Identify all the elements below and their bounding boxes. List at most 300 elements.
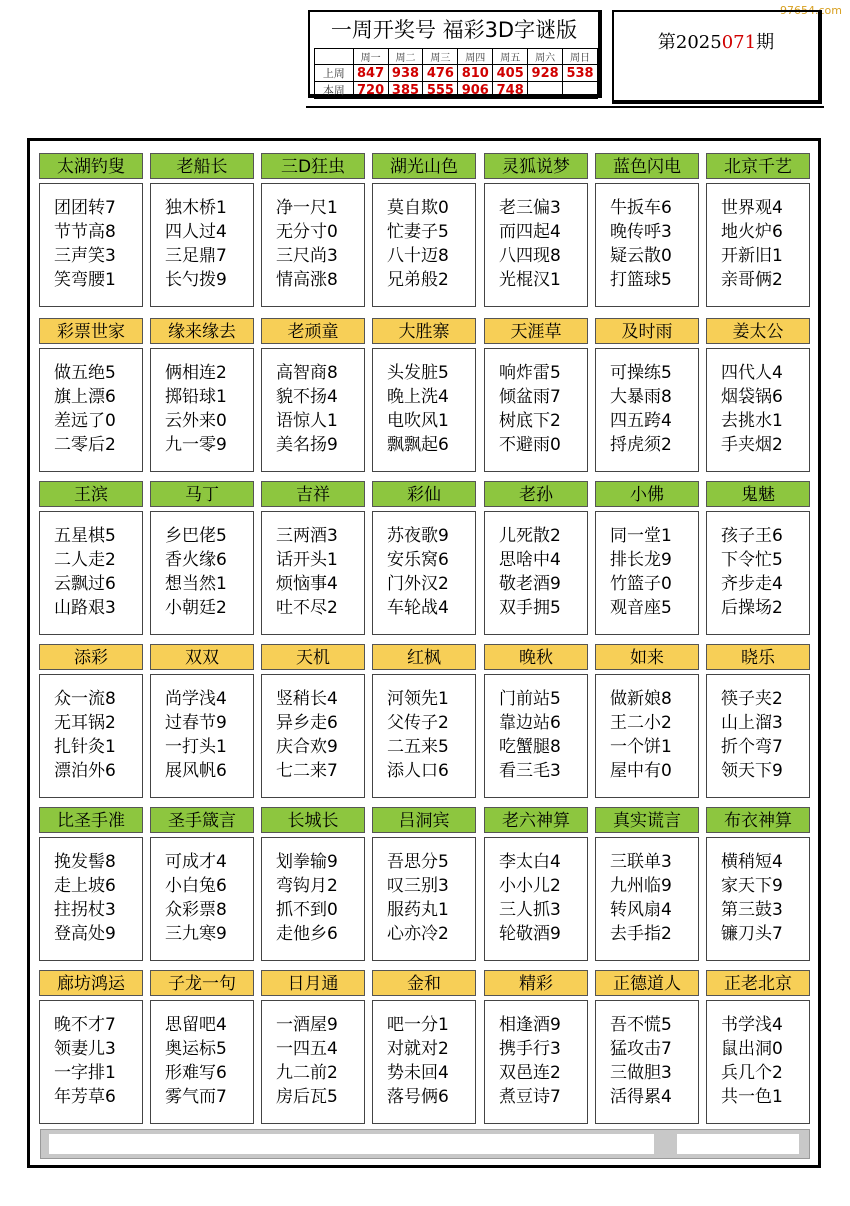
riddle-author: 蓝色闪电 — [595, 153, 699, 179]
riddle-line: 一打头1 — [165, 737, 227, 757]
riddle-card — [372, 153, 476, 307]
riddle-line: 二五来5 — [387, 737, 449, 757]
riddle-card — [39, 970, 143, 1124]
riddle-author: 大胜寨 — [372, 318, 476, 344]
day-header: 周日 — [563, 49, 598, 65]
riddle-line: 牛扳车6 — [610, 198, 672, 218]
riddle-line: 折个弯7 — [721, 737, 783, 757]
riddle-line: 烟袋锅6 — [721, 387, 783, 407]
riddle-line: 王二小2 — [610, 713, 672, 733]
riddle-author: 灵狐说梦 — [484, 153, 588, 179]
day-header: 周四 — [458, 49, 493, 65]
riddle-line: 煮豆诗7 — [499, 1087, 561, 1107]
riddle-line: 横稍短4 — [721, 852, 783, 872]
riddle-line: 鼠出洞0 — [721, 1039, 783, 1059]
riddle-line: 思啥中4 — [499, 550, 561, 570]
riddle-author: 晓乐 — [706, 644, 810, 670]
riddle-line: 兵几个2 — [721, 1063, 783, 1083]
riddle-line: 异乡走6 — [276, 713, 338, 733]
row-label: 上周 — [315, 65, 354, 82]
riddle-card — [484, 481, 588, 635]
riddle-line: 八四现8 — [499, 246, 561, 266]
riddle-line: 小朝廷2 — [165, 598, 227, 618]
riddle-line: 尚学浅4 — [165, 689, 227, 709]
riddle-line: 五星棋5 — [54, 526, 116, 546]
riddle-line: 相逢酒9 — [499, 1015, 561, 1035]
riddle-author: 天机 — [261, 644, 365, 670]
riddle-line: 树底下2 — [499, 411, 561, 431]
riddle-body — [261, 511, 365, 635]
riddle-body — [372, 674, 476, 798]
riddle-line: 三尺尚3 — [276, 246, 338, 266]
riddle-author: 添彩 — [39, 644, 143, 670]
day-header: 周二 — [388, 49, 423, 65]
riddle-line: 亲哥俩2 — [721, 270, 783, 290]
riddle-line: 门外汉2 — [387, 574, 449, 594]
riddle-line: 俩相连2 — [165, 363, 227, 383]
riddle-line: 走上坡6 — [54, 876, 116, 896]
riddle-line: 敬老酒9 — [499, 574, 561, 594]
riddle-line: 登高处9 — [54, 924, 116, 944]
draw-number: 928 — [528, 65, 563, 82]
riddle-line: 做新娘8 — [610, 689, 672, 709]
riddle-body — [706, 837, 810, 961]
riddle-body — [39, 348, 143, 472]
riddle-card — [261, 644, 365, 798]
riddle-line: 儿死散2 — [499, 526, 561, 546]
riddle-body — [706, 348, 810, 472]
riddle-body — [261, 837, 365, 961]
riddle-line: 同一堂1 — [610, 526, 672, 546]
riddle-line: 四代人4 — [721, 363, 783, 383]
riddle-author: 王滨 — [39, 481, 143, 507]
riddle-line: 河领先1 — [387, 689, 449, 709]
riddle-body — [261, 1000, 365, 1124]
riddle-line: 吧一分1 — [387, 1015, 449, 1035]
riddle-line: 差远了0 — [54, 411, 116, 431]
riddle-line: 忙妻子5 — [387, 222, 449, 242]
riddle-line: 吾不慌5 — [610, 1015, 672, 1035]
riddle-card — [150, 807, 254, 961]
riddle-author: 廊坊鸿运 — [39, 970, 143, 996]
riddle-body — [372, 837, 476, 961]
riddle-line: 一字排1 — [54, 1063, 116, 1083]
riddle-line: 看三毛3 — [499, 761, 561, 781]
riddle-line: 三联单3 — [610, 852, 672, 872]
riddle-author: 老孙 — [484, 481, 588, 507]
riddle-line: 四人过4 — [165, 222, 227, 242]
riddle-line: 车轮战4 — [387, 598, 449, 618]
riddle-line: 众彩票8 — [165, 900, 227, 920]
riddle-card — [706, 970, 810, 1124]
riddle-line: 转风扇4 — [610, 900, 672, 920]
riddle-line: 独木桥1 — [165, 198, 227, 218]
riddle-body — [372, 348, 476, 472]
riddle-author: 老顽童 — [261, 318, 365, 344]
riddle-body — [150, 1000, 254, 1124]
riddle-author: 双双 — [150, 644, 254, 670]
riddle-line: 而四起4 — [499, 222, 561, 242]
draw-number: 476 — [423, 65, 458, 82]
riddle-body — [150, 183, 254, 307]
riddle-line: 净一尺1 — [276, 198, 338, 218]
riddle-line: 领天下9 — [721, 761, 783, 781]
riddle-line: 掷铅球1 — [165, 387, 227, 407]
riddle-card — [372, 970, 476, 1124]
table-header-row — [315, 49, 598, 65]
riddle-author: 老六神算 — [484, 807, 588, 833]
riddle-line: 齐步走4 — [721, 574, 783, 594]
riddle-body — [595, 1000, 699, 1124]
riddle-card — [372, 481, 476, 635]
riddle-author: 鬼魅 — [706, 481, 810, 507]
riddle-author: 布衣神算 — [706, 807, 810, 833]
riddle-author: 精彩 — [484, 970, 588, 996]
riddle-line: 语惊人1 — [276, 411, 338, 431]
riddle-line: 可操练5 — [610, 363, 672, 383]
issue-number: 071 — [721, 32, 757, 53]
riddle-author: 长城长 — [261, 807, 365, 833]
riddle-line: 云飘过6 — [54, 574, 116, 594]
riddle-line: 疑云散0 — [610, 246, 672, 266]
riddle-line: 美名扬9 — [276, 435, 338, 455]
riddle-body — [39, 511, 143, 635]
riddle-body — [261, 674, 365, 798]
issue-prefix: 第2025 — [657, 32, 722, 53]
riddle-line: 貌不扬4 — [276, 387, 338, 407]
riddle-card — [261, 153, 365, 307]
riddle-card — [706, 644, 810, 798]
riddle-line: 开新旧1 — [721, 246, 783, 266]
riddle-line: 香火缘6 — [165, 550, 227, 570]
riddle-author: 吕洞宾 — [372, 807, 476, 833]
draw-number: 538 — [563, 65, 598, 82]
riddle-author: 北京千艺 — [706, 153, 810, 179]
riddle-author: 正老北京 — [706, 970, 810, 996]
riddle-line: 拄拐杖3 — [54, 900, 116, 920]
riddle-line: 双邑连2 — [499, 1063, 561, 1083]
draw-number: 555 — [423, 82, 458, 99]
riddle-line: 父传子2 — [387, 713, 449, 733]
riddle-line: 弯钩月2 — [276, 876, 338, 896]
page-title: 一周开奖号 福彩3D字谜版 — [330, 18, 578, 42]
riddle-line: 扎针灸1 — [54, 737, 116, 757]
riddle-line: 头发脏5 — [387, 363, 449, 383]
riddle-card — [150, 481, 254, 635]
riddle-line: 吃蟹腿8 — [499, 737, 561, 757]
riddle-line: 手夹烟2 — [721, 435, 783, 455]
riddle-line: 兄弟般2 — [387, 270, 449, 290]
riddle-line: 七二来7 — [276, 761, 338, 781]
riddle-line: 三人抓3 — [499, 900, 561, 920]
riddle-line: 一个饼1 — [610, 737, 672, 757]
riddle-body — [595, 837, 699, 961]
riddle-line: 三做胆3 — [610, 1063, 672, 1083]
riddle-line: 庆合欢9 — [276, 737, 338, 757]
table-row — [315, 65, 598, 82]
riddle-line: 众一流8 — [54, 689, 116, 709]
riddle-card — [706, 481, 810, 635]
riddle-line: 靠边站6 — [499, 713, 561, 733]
riddle-line: 下令忙5 — [721, 550, 783, 570]
riddle-line: 去挑水1 — [721, 411, 783, 431]
riddle-line: 心亦冷2 — [387, 924, 449, 944]
riddle-body — [595, 511, 699, 635]
riddle-line: 云外来0 — [165, 411, 227, 431]
riddle-line: 抓不到0 — [276, 900, 338, 920]
riddle-line: 三九寒9 — [165, 924, 227, 944]
riddle-author: 子龙一句 — [150, 970, 254, 996]
riddle-line: 轮敬酒9 — [499, 924, 561, 944]
riddle-line: 晚上洗4 — [387, 387, 449, 407]
riddle-line: 李太白4 — [499, 852, 561, 872]
riddle-line: 携手行3 — [499, 1039, 561, 1059]
riddle-line: 后操场2 — [721, 598, 783, 618]
riddle-line: 猛攻击7 — [610, 1039, 672, 1059]
riddle-author: 吉祥 — [261, 481, 365, 507]
riddle-line: 划拳输9 — [276, 852, 338, 872]
riddle-author: 天涯草 — [484, 318, 588, 344]
draw-number: 748 — [493, 82, 528, 99]
riddle-line: 九二前2 — [276, 1063, 338, 1083]
riddle-line: 节节高8 — [54, 222, 116, 242]
riddle-line: 门前站5 — [499, 689, 561, 709]
riddle-line: 安乐窝6 — [387, 550, 449, 570]
riddle-body — [484, 837, 588, 961]
riddle-card — [39, 481, 143, 635]
riddle-line: 做五绝5 — [54, 363, 116, 383]
riddle-card — [261, 481, 365, 635]
riddle-author: 日月通 — [261, 970, 365, 996]
riddle-line: 一四五4 — [276, 1039, 338, 1059]
riddle-body — [484, 511, 588, 635]
riddle-card — [39, 807, 143, 961]
riddle-line: 吾思分5 — [387, 852, 449, 872]
riddle-line: 三足鼎7 — [165, 246, 227, 266]
riddle-line: 二人走2 — [54, 550, 116, 570]
riddle-card — [595, 807, 699, 961]
riddle-body — [372, 511, 476, 635]
issue-panel — [612, 10, 822, 104]
riddle-card — [372, 318, 476, 472]
riddle-line: 倾盆雨7 — [499, 387, 561, 407]
riddle-line: 竹篮子0 — [610, 574, 672, 594]
riddle-line: 对就对2 — [387, 1039, 449, 1059]
riddle-line: 乡巴佬5 — [165, 526, 227, 546]
riddle-line: 长勺拨9 — [165, 270, 227, 290]
riddle-line: 书学浅4 — [721, 1015, 783, 1035]
riddle-body — [595, 674, 699, 798]
row-label: 本周 — [315, 82, 354, 99]
riddle-line: 势未回4 — [387, 1063, 449, 1083]
riddle-line: 一酒屋9 — [276, 1015, 338, 1035]
riddle-line: 电吹风1 — [387, 411, 449, 431]
riddle-line: 屋中有0 — [610, 761, 672, 781]
riddle-line: 光棍汉1 — [499, 270, 561, 290]
riddle-line: 挽发髻8 — [54, 852, 116, 872]
draw-number — [563, 82, 598, 99]
riddle-body — [484, 674, 588, 798]
site-watermark: 97654.com — [780, 4, 842, 17]
riddle-author: 三D狂虫 — [261, 153, 365, 179]
riddle-line: 捋虎须2 — [610, 435, 672, 455]
riddle-card — [706, 318, 810, 472]
riddle-line: 飘飘起6 — [387, 435, 449, 455]
riddle-author: 如来 — [595, 644, 699, 670]
day-header: 周三 — [423, 49, 458, 65]
riddle-card — [484, 807, 588, 961]
riddle-body — [39, 183, 143, 307]
riddle-card — [706, 153, 810, 307]
riddle-line: 三两酒3 — [276, 526, 338, 546]
riddle-card — [484, 644, 588, 798]
riddle-line: 老三偏3 — [499, 198, 561, 218]
riddle-body — [484, 183, 588, 307]
riddle-body — [706, 511, 810, 635]
draw-number: 405 — [493, 65, 528, 82]
footer-blank-box — [49, 1134, 654, 1154]
draw-number: 906 — [458, 82, 493, 99]
riddle-line: 去手指2 — [610, 924, 672, 944]
weekly-draw-panel — [308, 10, 602, 98]
riddle-card — [150, 318, 254, 472]
riddle-card — [261, 807, 365, 961]
riddle-line: 可成才4 — [165, 852, 227, 872]
riddle-line: 叹三别3 — [387, 876, 449, 896]
header-divider — [306, 106, 824, 108]
riddle-card — [595, 481, 699, 635]
riddle-author: 真实谎言 — [595, 807, 699, 833]
riddle-body — [595, 348, 699, 472]
riddle-line: 晚传呼3 — [610, 222, 672, 242]
riddle-line: 共一色1 — [721, 1087, 783, 1107]
riddle-line: 不避雨0 — [499, 435, 561, 455]
riddle-card — [595, 153, 699, 307]
draw-number — [528, 82, 563, 99]
riddle-card — [150, 970, 254, 1124]
riddle-line: 九一零9 — [165, 435, 227, 455]
riddle-line: 大暴雨8 — [610, 387, 672, 407]
riddle-line: 家天下9 — [721, 876, 783, 896]
riddle-line: 地火炉6 — [721, 222, 783, 242]
riddle-body — [372, 1000, 476, 1124]
riddle-author: 太湖钓叟 — [39, 153, 143, 179]
riddle-line: 晚不才7 — [54, 1015, 116, 1035]
riddle-author: 马丁 — [150, 481, 254, 507]
riddle-card — [595, 644, 699, 798]
riddle-card — [39, 318, 143, 472]
riddle-grid — [27, 138, 821, 1168]
riddle-card — [261, 318, 365, 472]
riddle-line: 旗上漂6 — [54, 387, 116, 407]
riddle-author: 小佛 — [595, 481, 699, 507]
riddle-body — [150, 348, 254, 472]
riddle-author: 彩仙 — [372, 481, 476, 507]
riddle-line: 镰刀头7 — [721, 924, 783, 944]
riddle-line: 雾气而7 — [165, 1087, 227, 1107]
riddle-body — [150, 511, 254, 635]
riddle-card — [484, 153, 588, 307]
riddle-line: 小小儿2 — [499, 876, 561, 896]
riddle-body — [706, 674, 810, 798]
riddle-line: 世界观4 — [721, 198, 783, 218]
riddle-line: 话开头1 — [276, 550, 338, 570]
riddle-card — [150, 644, 254, 798]
riddle-card — [150, 153, 254, 307]
riddle-line: 思留吧4 — [165, 1015, 227, 1035]
riddle-line: 活得累4 — [610, 1087, 672, 1107]
riddle-line: 房后瓦5 — [276, 1087, 338, 1107]
riddle-line: 走他乡6 — [276, 924, 338, 944]
riddle-card — [372, 644, 476, 798]
riddle-body — [39, 674, 143, 798]
footer-bar — [40, 1129, 810, 1159]
issue-label — [614, 28, 818, 54]
riddle-author: 及时雨 — [595, 318, 699, 344]
riddle-line: 孩子王6 — [721, 526, 783, 546]
riddle-line: 服药丸1 — [387, 900, 449, 920]
footer-blank-box — [677, 1134, 799, 1154]
riddle-body — [484, 348, 588, 472]
riddle-card — [39, 153, 143, 307]
riddle-line: 吐不尽2 — [276, 598, 338, 618]
riddle-card — [595, 318, 699, 472]
riddle-line: 竖稍长4 — [276, 689, 338, 709]
riddle-body — [706, 1000, 810, 1124]
riddle-line: 响炸雷5 — [499, 363, 561, 383]
issue-suffix: 期 — [756, 32, 775, 53]
riddle-body — [150, 674, 254, 798]
draw-number: 810 — [458, 65, 493, 82]
riddle-body — [150, 837, 254, 961]
riddle-body — [261, 183, 365, 307]
riddle-line: 团团转7 — [54, 198, 116, 218]
draw-number: 847 — [353, 65, 388, 82]
riddle-line: 山上溜3 — [721, 713, 783, 733]
riddle-body — [261, 348, 365, 472]
table-row — [315, 82, 598, 99]
riddle-author: 老船长 — [150, 153, 254, 179]
riddle-line: 无分寸0 — [276, 222, 338, 242]
riddle-author: 金和 — [372, 970, 476, 996]
day-header: 周五 — [493, 49, 528, 65]
riddle-author: 圣手箴言 — [150, 807, 254, 833]
day-header: 周六 — [528, 49, 563, 65]
riddle-card — [484, 970, 588, 1124]
riddle-author: 晚秋 — [484, 644, 588, 670]
riddle-card — [372, 807, 476, 961]
riddle-author: 比圣手准 — [39, 807, 143, 833]
riddle-line: 领妻儿3 — [54, 1039, 116, 1059]
riddle-line: 筷子夹2 — [721, 689, 783, 709]
riddle-line: 添人口6 — [387, 761, 449, 781]
riddle-line: 八十迈8 — [387, 246, 449, 266]
riddle-line: 落号俩6 — [387, 1087, 449, 1107]
riddle-card — [484, 318, 588, 472]
riddle-line: 无耳锅2 — [54, 713, 116, 733]
riddle-line: 三声笑3 — [54, 246, 116, 266]
riddle-author: 正德道人 — [595, 970, 699, 996]
riddle-author: 彩票世家 — [39, 318, 143, 344]
riddle-line: 笑弯腰1 — [54, 270, 116, 290]
riddle-line: 排长龙9 — [610, 550, 672, 570]
riddle-card — [39, 644, 143, 798]
riddle-line: 展风帆6 — [165, 761, 227, 781]
riddle-line: 过春节9 — [165, 713, 227, 733]
riddle-body — [39, 837, 143, 961]
draw-number: 720 — [353, 82, 388, 99]
riddle-line: 情高涨8 — [276, 270, 338, 290]
